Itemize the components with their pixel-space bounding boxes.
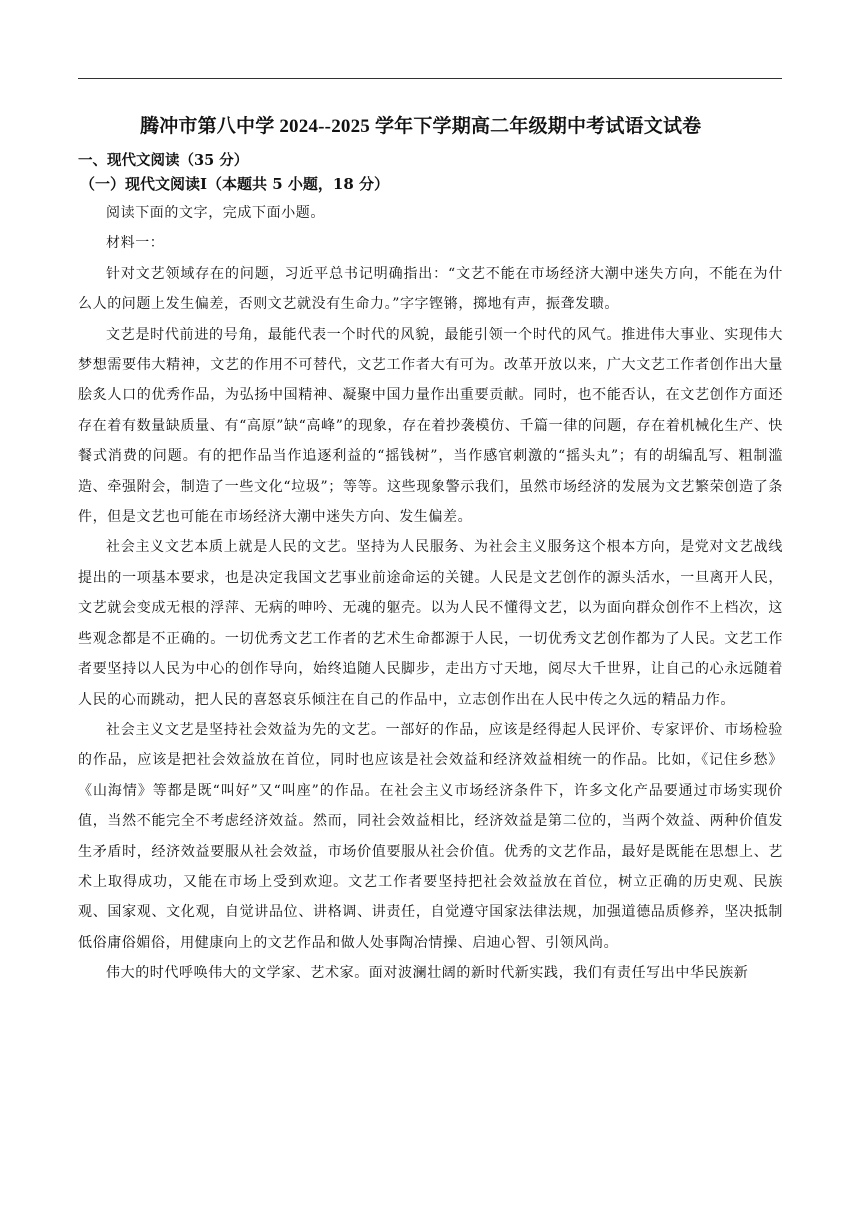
paragraph: 针对文艺领域存在的问题，习近平总书记明确指出：“文艺不能在市场经济大潮中迷失方向，不能在为什么人的问题上发生偏差，否则文艺就没有生命力。”字字铿锵，掷地有声，振聋发聩。 <box>78 265 783 313</box>
material-label: 材料一： <box>106 235 165 252</box>
paragraph: 伟大的时代呼唤伟大的文学家、艺术家。面对波澜壮阔的新时代新实践，我们有责任写出中华民族新 <box>106 965 749 982</box>
header-rule <box>78 78 782 79</box>
exam-title: 腾冲市第八中学 2024--2025 学年下学期高二年级期中考试语文试卷 <box>140 116 702 137</box>
paragraph: 社会主义文艺本质上就是人民的文艺。坚持为人民服务、为社会主义服务这个根本方向，是党对文艺战线提出的一项基本要求，也是决定我国文艺事业前途命运的关键。人民是文艺创作的源头活水，一旦离开人民，文艺就会变成无根的浮萍、无病的呻吟、无魂的躯壳。以为人民不懂得文艺，以为面向群众创作不上档次，这些观念都是不正确的。一切优秀文艺工作者的艺术生命都源于人民，一切优秀文艺创作都为了人民。文艺工作者要坚持以人民为中心的创作导向，始终追随人民脚步，走出方寸天地，阅尽大千世界，让自己的心永远随着人民的心而跳动，把人民的喜怒哀乐倾注在自己的作品中，立志创作出在人民中传之久远的精品力作。 <box>78 539 783 708</box>
sub-section-heading: （一）现代文阅读Ⅰ（本题共 5 小题，18 分） <box>80 175 389 193</box>
reading-passage <box>78 198 783 989</box>
section-heading: 一、现代文阅读（35 分） <box>78 152 249 169</box>
paragraph: 社会主义文艺是坚持社会效益为先的文艺。一部好的作品，应该是经得起人民评价、专家评价、市场检验的作品，应该是把社会效益放在首位，同时也应该是社会效益和经济效益相统一的作品。比如，《记住乡愁》《山海情》等都是既“叫好”又“叫座”的作品。在社会主义市场经济条件下，许多文化产品要通过市场实现价值，当然不能完全不考虑经济效益。然而，同社会效益相比，经济效益是第二位的，当两个效益、两种价值发生矛盾时，经济效益要服从社会效益，市场价值要服从社会价值。优秀的文艺作品，最好是既能在思想上、艺术上取得成功，又能在市场上受到欢迎。文艺工作者要坚持把社会效益放在首位，树立正确的历史观、民族观、国家观、文化观，自觉讲品位、讲格调、讲责任，自觉遵守国家法律法规，加强道德品质修养，坚决抵制低俗庸俗媚俗，用健康向上的文艺作品和做人处事陶冶情操、启迪心智、引领风尚。 <box>78 721 783 951</box>
paragraph: 文艺是时代前进的号角，最能代表一个时代的风貌，最能引领一个时代的风气。推进伟大事业、实现伟大梦想需要伟大精神，文艺的作用不可替代，文艺工作者大有可为。改革开放以来，广大文艺工作者创作出大量脍炙人口的优秀作品，为弘扬中国精神、凝聚中国力量作出重要贡献。同时，也不能否认，在文艺创作方面还存在着有数量缺质量、有“高原”缺“高峰”的现象，存在着抄袭模仿、千篇一律的问题，存在着机械化生产、快餐式消费的问题。有的把作品当作追逐利益的“摇钱树”，当作感官刺激的“摇头丸”；有的胡编乱写、粗制滥造、牵强附会，制造了一些文化“垃圾”；等等。这些现象警示我们，虽然市场经济的发展为文艺繁荣创造了条件，但是文艺也可能在市场经济大潮中迷失方向、发生偏差。 <box>78 326 783 526</box>
instruction-text: 阅读下面的文字，完成下面小题。 <box>106 205 325 221</box>
